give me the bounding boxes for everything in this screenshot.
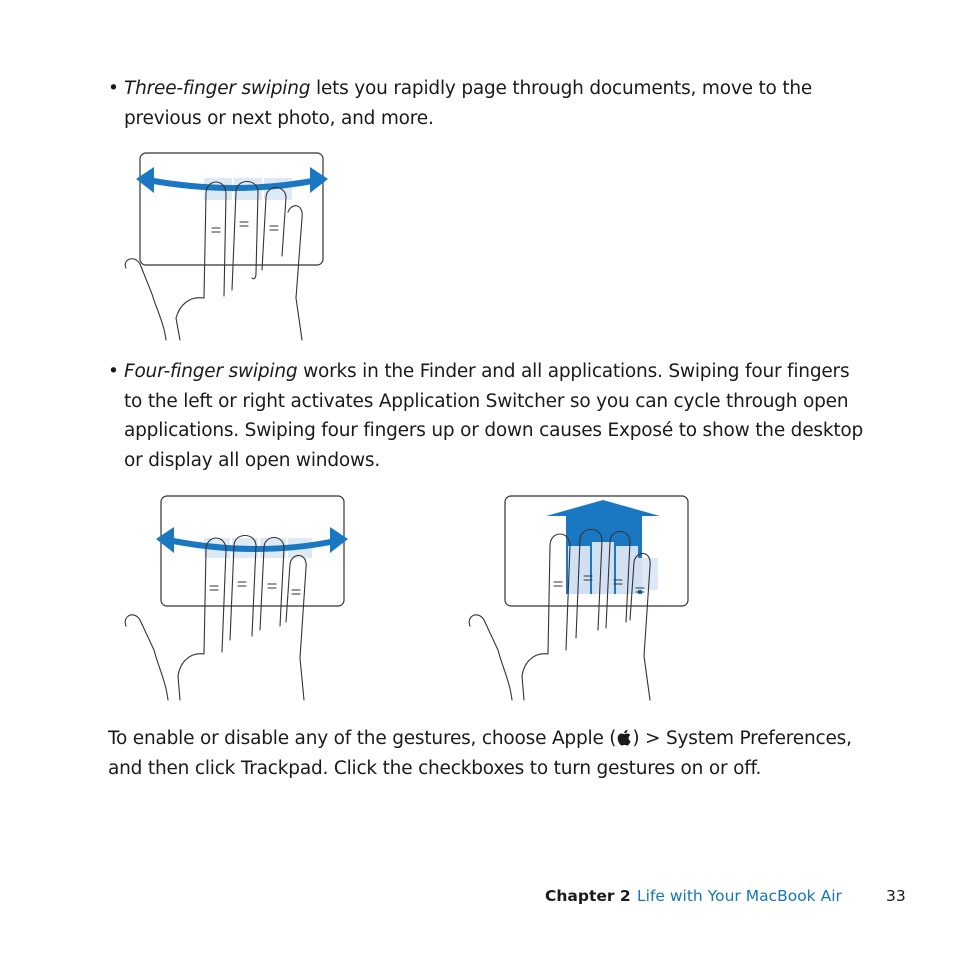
- page-footer: [0, 887, 954, 909]
- footer-chapter: Chapter 2: [545, 887, 631, 905]
- apple-icon: [617, 726, 631, 743]
- bullet-term: Four-finger swiping: [124, 361, 298, 382]
- bullet-symbol: •: [108, 78, 119, 99]
- bullet-four-finger-swiping: [108, 357, 868, 475]
- bullet-description: lets you rapidly page through documents, move to the previous or next photo, and more.: [124, 78, 813, 129]
- four-finger-swipe-horizontal-illustration: [118, 490, 354, 702]
- four-finger-swipe-vertical-illustration: [462, 490, 698, 702]
- three-finger-swipe-illustration: [120, 148, 330, 344]
- bullet-text: [124, 74, 868, 133]
- footer-section-title: Life with Your MacBook Air: [637, 887, 842, 905]
- bullet-three-finger-swiping: [108, 74, 868, 133]
- closing-text-before: To enable or disable any of the gestures, choose Apple (: [108, 728, 617, 749]
- bullet-symbol: •: [108, 361, 119, 382]
- closing-paragraph: [108, 724, 868, 783]
- page-number: 33: [886, 887, 906, 905]
- bullet-description: works in the Finder and all applications. Swiping four fingers to the left or right activates Application Switcher so you can cycle through open applications. Swiping four fingers up or down causes Exposé to show the desktop or display all open windows.: [124, 361, 864, 471]
- closing-text-after: ) > System Preferences, and then click Trackpad. Click the checkboxes to turn gestures on or off.: [108, 728, 852, 779]
- bullet-term: Three-finger swiping: [124, 78, 311, 99]
- bullet-text: [124, 357, 868, 475]
